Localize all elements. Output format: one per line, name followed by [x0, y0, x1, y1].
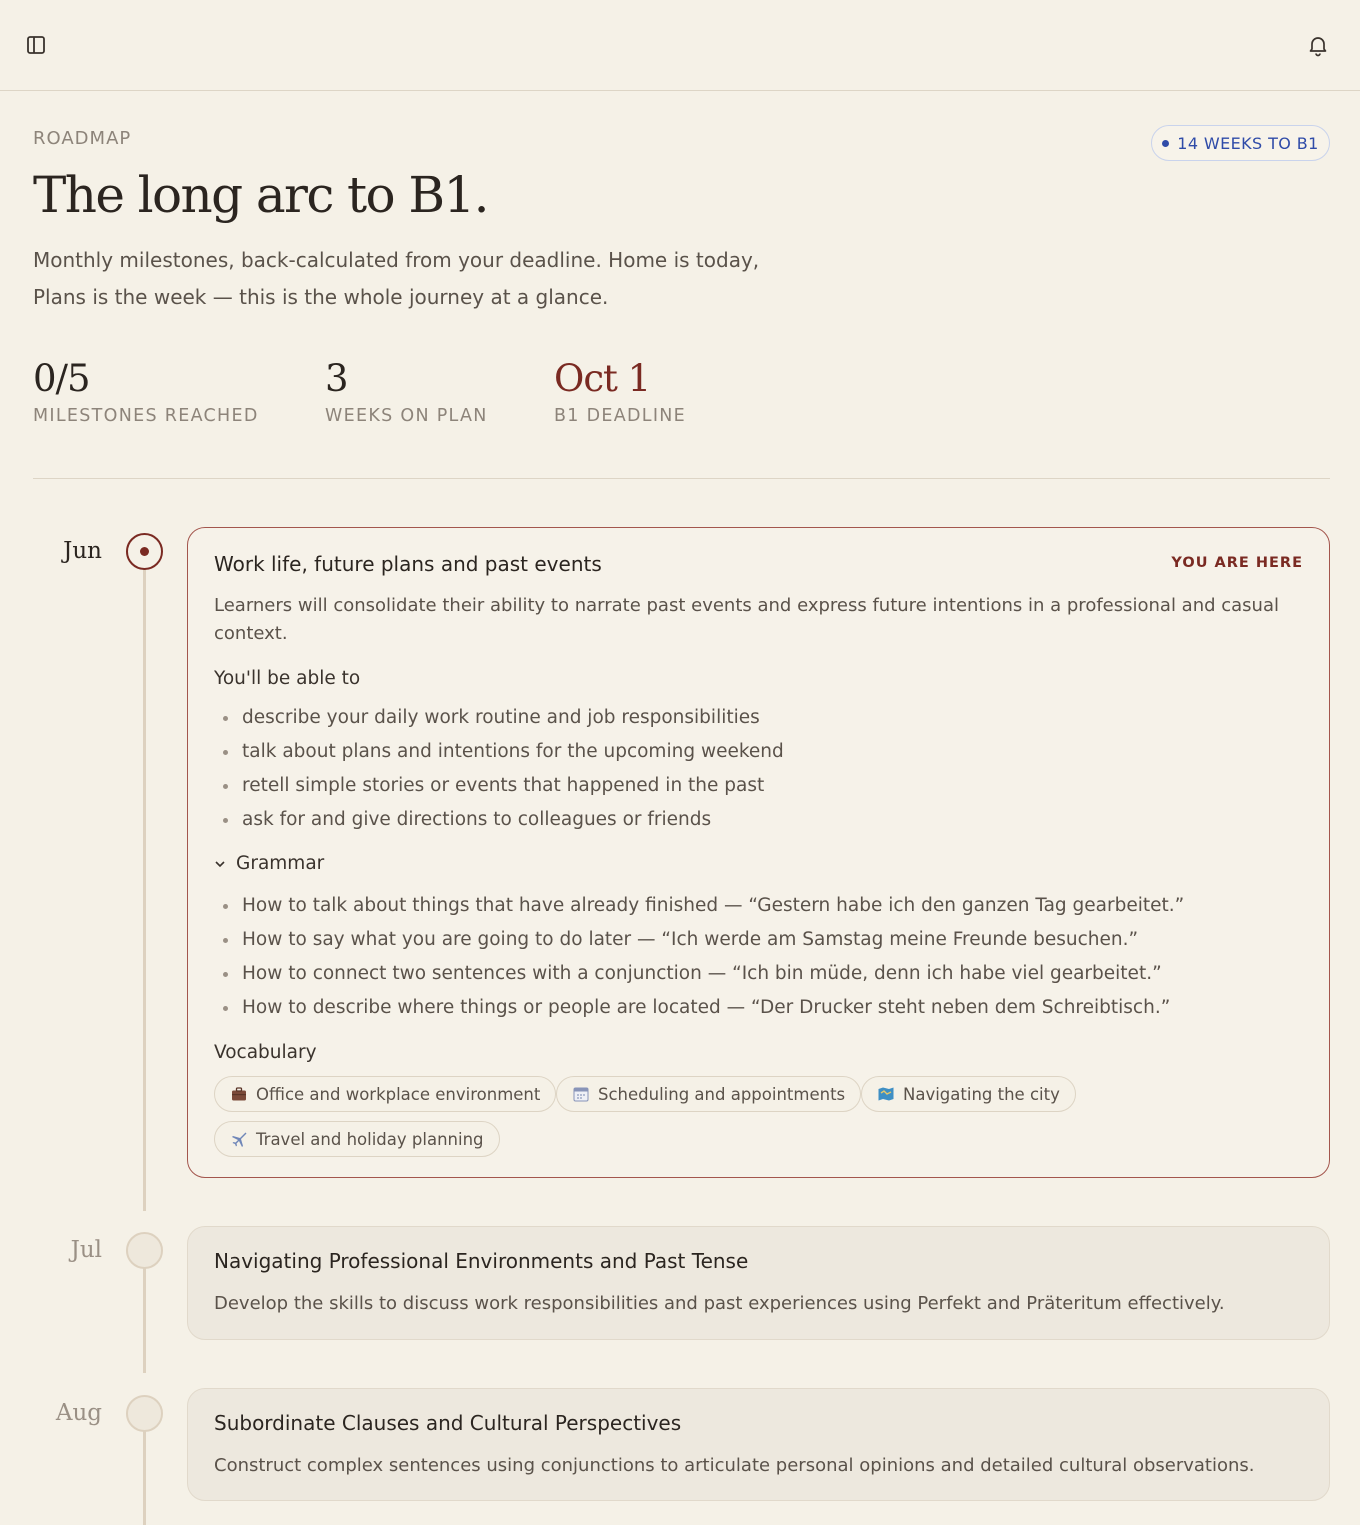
chip-label: Scheduling and appointments — [598, 1084, 846, 1104]
weeks-to-goal-badge — [1151, 125, 1330, 161]
milestone-month: Jun — [63, 538, 102, 564]
stat-label: MILESTONES REACHED — [33, 406, 259, 426]
timeline-line — [143, 569, 146, 1211]
sidebar-toggle-icon — [25, 34, 47, 56]
vocab-chip-office[interactable] — [214, 1076, 556, 1112]
weeks-badge-label: 14 WEEKS TO B1 — [1177, 133, 1319, 153]
stat-deadline — [554, 356, 686, 426]
stat-value: Oct 1 — [554, 357, 651, 400]
milestone-description: Learners will consolidate their ability to narrate past events and express future intentions in a professional and casual context. — [214, 595, 1279, 644]
chip-label: Navigating the city — [903, 1084, 1060, 1104]
milestone-card[interactable] — [187, 1226, 1330, 1340]
stat-label: WEEKS ON PLAN — [325, 406, 488, 426]
section-divider — [33, 478, 1330, 479]
list-item: describe your daily work routine and job responsibilities — [214, 708, 784, 742]
able-to-list — [214, 708, 784, 844]
able-to-heading: You'll be able to — [214, 668, 361, 689]
milestone-card[interactable] — [187, 1388, 1330, 1501]
chevron-down-icon — [214, 858, 226, 870]
airplane-icon — [230, 1130, 248, 1148]
notifications-button[interactable] — [1303, 30, 1333, 60]
grammar-heading: Grammar — [236, 853, 325, 874]
timeline-line — [143, 1268, 146, 1373]
milestone-description: Construct complex sentences using conjunctions to articulate personal opinions and detailed cultural observations. — [214, 1455, 1255, 1476]
list-item: How to connect two sentences with a conjunction — “Ich bin müde, denn ich habe viel gearbeitet.” — [214, 964, 1184, 998]
list-item: retell simple stories or events that happened in the past — [214, 776, 784, 810]
timeline-node-upcoming — [126, 1395, 163, 1432]
list-item: ask for and give directions to colleagues or friends — [214, 810, 784, 844]
milestone-description: Develop the skills to discuss work responsibilities and past experiences using Perfekt and Präteritum effectively. — [214, 1293, 1225, 1314]
badge-dot-icon — [1162, 140, 1169, 147]
stat-label: B1 DEADLINE — [554, 406, 687, 426]
page-subtitle — [33, 242, 833, 316]
timeline-node-upcoming — [126, 1232, 163, 1269]
milestone-title: Work life, future plans and past events — [214, 552, 602, 576]
page-eyebrow: ROADMAP — [33, 128, 132, 149]
stat-value: 3 — [325, 357, 348, 400]
sidebar-toggle-button[interactable] — [21, 30, 51, 60]
grammar-toggle[interactable] — [214, 853, 324, 874]
briefcase-icon — [230, 1085, 248, 1103]
list-item: How to say what you are going to do later — “Ich werde am Samstag meine Freunde besuchen.” — [214, 930, 1184, 964]
calendar-icon — [572, 1085, 590, 1103]
chip-label: Office and workplace environment — [256, 1084, 541, 1104]
top-bar — [0, 0, 1360, 91]
grammar-list — [214, 896, 1184, 1032]
list-item: How to talk about things that have already finished — “Gestern habe ich den ganzen Tag gearbeitet.” — [214, 896, 1184, 930]
map-icon — [877, 1085, 895, 1103]
timeline-line — [143, 1430, 146, 1525]
list-item: talk about plans and intentions for the upcoming weekend — [214, 742, 784, 776]
vocab-chip-scheduling[interactable] — [556, 1076, 861, 1112]
milestone-card-current[interactable] — [187, 527, 1330, 1178]
list-item: How to describe where things or people are located — “Der Drucker steht neben dem Schreibtisch.” — [214, 998, 1184, 1032]
subtitle-line-1: Monthly milestones, back-calculated from your deadline. Home is today, — [33, 248, 760, 272]
milestone-title: Navigating Professional Environments and Past Tense — [214, 1249, 749, 1273]
stat-value: 0/5 — [33, 357, 90, 400]
stat-weeks-on-plan — [325, 356, 488, 426]
bell-icon — [1306, 33, 1330, 57]
timeline-node-current — [126, 533, 163, 570]
milestone-title: Subordinate Clauses and Cultural Perspectives — [214, 1411, 682, 1435]
milestone-month: Jul — [70, 1237, 102, 1263]
page-title: The long arc to B1. — [33, 166, 488, 224]
chip-label: Travel and holiday planning — [256, 1129, 484, 1149]
stat-milestones — [33, 356, 259, 426]
vocabulary-heading: Vocabulary — [214, 1042, 317, 1063]
milestone-month: Aug — [55, 1400, 102, 1426]
you-are-here-badge: YOU ARE HERE — [1171, 555, 1303, 571]
vocab-chip-travel[interactable] — [214, 1121, 500, 1157]
subtitle-line-2: Plans is the week — this is the whole journey at a glance. — [33, 285, 609, 309]
vocab-chip-city[interactable] — [861, 1076, 1076, 1112]
